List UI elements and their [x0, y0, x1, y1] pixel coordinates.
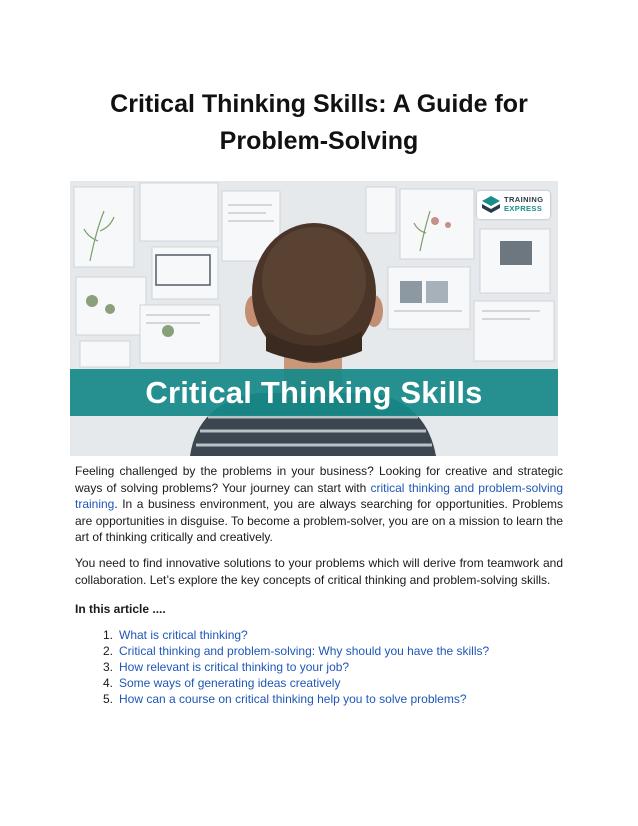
title-line-1: Critical Thinking Skills: A Guide for — [110, 90, 528, 118]
hero-banner-text: Critical Thinking Skills — [145, 375, 483, 410]
intro-p1-text-after: . In a business environment, you are always searching for opportunities. Problems are opportunities in disguise. To become a problem-solver, you are on a mission to learn the art of thinking critically and creatively. — [75, 497, 563, 545]
toc-item — [75, 691, 489, 707]
toc-number: 4. — [102, 676, 113, 690]
training-course-link[interactable]: critical thinking and problem-solving training — [75, 480, 563, 512]
toc-link-generating-ideas[interactable]: Some ways of generating ideas creatively — [119, 676, 341, 690]
toc-link-why-have-skills[interactable]: Critical thinking and problem-solving: Why should you have the skills? — [119, 644, 490, 658]
toc-number: 1. — [102, 628, 113, 642]
intro-paragraph-1 — [75, 463, 563, 546]
toc-heading: In this article .... — [75, 602, 166, 616]
table-of-contents — [75, 627, 489, 707]
toc-link-relevance-to-job[interactable]: How relevant is critical thinking to your job? — [119, 660, 350, 674]
toc-link-what-is-critical-thinking[interactable]: What is critical thinking? — [119, 628, 248, 642]
intro-paragraph-2: You need to find innovative solutions to your problems which will derive from teamwork and collaboration. Let’s explore the key concepts of critical thinking and problem-solving skills. — [75, 556, 563, 587]
toc-number: 3. — [102, 660, 113, 674]
intro-p1-text-before: Feeling challenged by the problems in your business? Looking for creative and strategic ways of solving problems? Your journey can start with — [75, 464, 563, 495]
toc-item — [75, 643, 489, 659]
toc-link-course-help[interactable]: How can a course on critical thinking help you to solve problems? — [119, 692, 467, 706]
toc-number: 2. — [102, 644, 113, 658]
toc-item — [75, 627, 489, 643]
toc-item — [75, 659, 489, 675]
article-title — [60, 86, 578, 160]
logo-mark-icon — [481, 195, 501, 215]
toc-item — [75, 675, 489, 691]
hero-image — [70, 181, 558, 456]
training-express-logo — [477, 191, 550, 219]
toc-number: 5. — [102, 692, 113, 706]
title-line-2: Problem-Solving — [219, 127, 419, 155]
logo-text-express: EXPRESS — [504, 204, 543, 213]
logo-text-training: TRAINING — [504, 195, 544, 204]
